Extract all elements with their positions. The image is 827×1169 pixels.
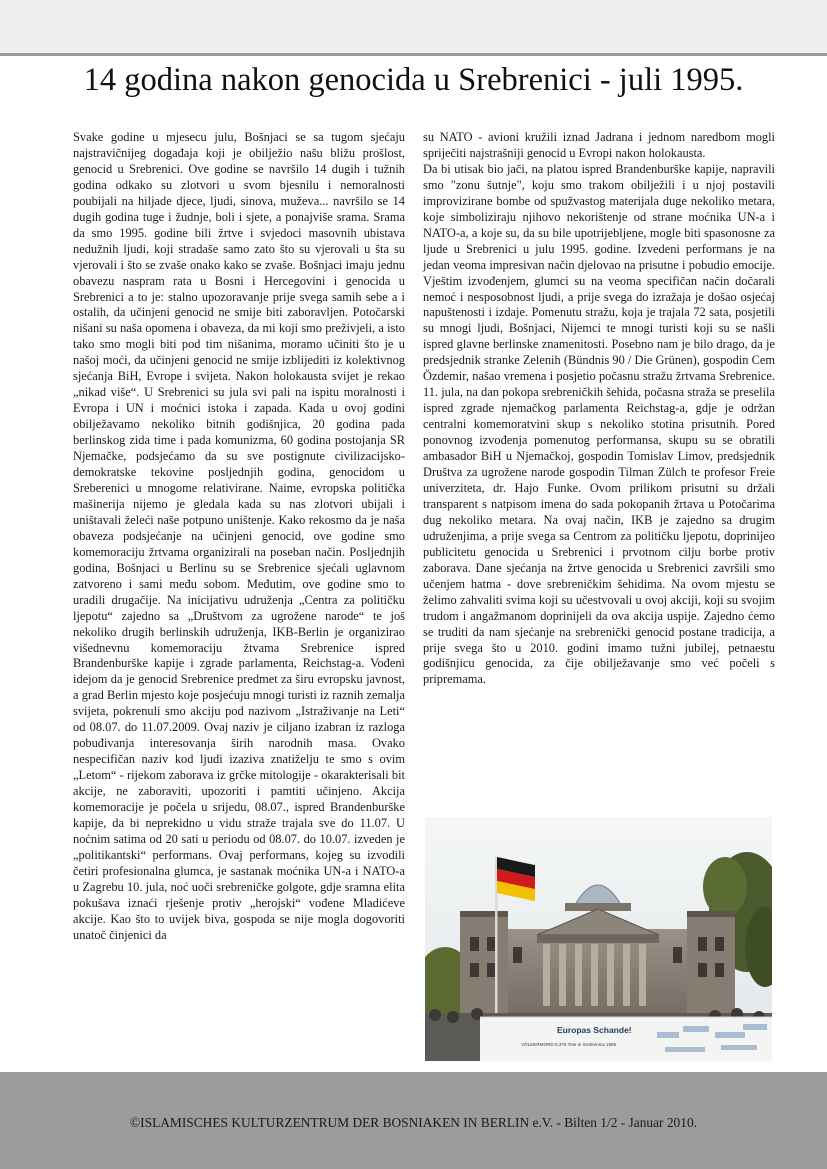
footer-copyright: ©ISLAMISCHES KULTURZENTRUM DER BOSNIAKEN IN BERLIN e.V. - Bilten 1/2 - Januar 2010. <box>130 1115 697 1130</box>
article-paragraph: Svake godine u mjesecu julu, Bošnjaci se sa tugom sjećaju najstravičnijeg događaja koji je obilježio našu bližu prošlost, genocid u Srebrenici. Ove godine se navršilo 14 dugih i tužnih godina odkako su zlotvori u svom bjesnilu i nemoralnosti poubijali na hiljade djece, ljudi, sinova, muževa... navršilo se 14 dugih godina tuge i žudnje, boli i sjete, a ponajviše srama. Srama da smo 1995. godine bili žrtve i svjedoci masovnih ubistava nedužnih ljudi, koji stradaše samo zato što su vjerovali u šta su vjerovali i što se zvaše onako kako se zvaše. Bošnjaci imaju jednu obavezu naspram rata u Bosni i Hercegovini i genocida u Srebrenici a to je: stalno upozoravanje prije svega samih sebe a i ostalih, da učinjeni genocid ne smije biti zaboravljen. Potočarski nišani su naša opomena i obaveza, da mi koji smo preživjeli, a isto tako smo mogli biti pod tim nišanima, moramo učiniti što je u našoj moći, da učinjeni genocid ne smije izblijediti iz kolektivnog sjećanja BiH, Evrope i svijeta. Nakon holokausta svijet je rekao „nikad više“. U Srebrenici su jula svi pali na ispitu moralnosti i Evropa i UN i moćnici istoka i zapada. Kada u ovoj godini obilježavamo nekoliko bitnih godišnjica, 20 godina pada berlinskog zida time i pada komunizma, 60 godina postojanja SR Njemačke, podsjećamo da su sve postignute civilizacijsko-demokratske tekovine posljednjih godina, genocidom u Sreberenici u mnogome relativirane. Naime, evropska politička mašinerija nijemo je gledala kada su nas zlotvori ubijali i uništavali želeći naše potpuno uništenje. Kako rekosmo da je naša obaveza podsjećanje na učinjeni genocid, ove godine smo komemoraciju žrtvama organizirali na poseban način. Posljednjih godina, Bošnjaci u Berlinu su se Srebrenice sjećali uglavnom zatvoreno i sami među sobom. Međutim, ove godine smo to uradili drugačije. Na inicijativu udruženja „Centra za političku ljepotu“ zajedno sa „Društvom za ugrožene narode“ te još nekoliko drugih berlinskih udruženja, IKB-Berlin je organizirao višednevnu komemoraciju žtvama Srebrenice ispred Brandenburške kapije i zgrade parlamenta, Reichstag-a. Vođeni idejom da je genocid Srebrenice predmet za širu evropsku javnost, a grad Berlin mjesto koje posjećuju mnogi turisti iz raznih zemalja svijeta, pokrenuli smo akciju pod nazivom „Istraživanje na Leti“ od 08.07. do 11.07.2009. Ovaj naziv je ciljano izabran iz razloga pobuđivanja interesovanja širih narodnih masa. Ovako nespecifičan naziv kod ljudi izaziva znatiželju te smo s ovim „Letom“ - rijekom zaborava iz grčke mitologije - okarakterisali bit akcije, ne zaboraviti, upozoriti i pamtiti učinjeno. Akcija komemoracije je počela u srijedu, 08.07., ispred Brandenburške kapije, da bi neprekidno u vidu straže trajala sve do 11.07. U noćnim satima od 20 sati u periodu od 08.07. do 10.07. izveden je „politikantski“ performans. Ovaj performans, kojeg su izvodili četiri profesionalna glumca, je sastanak moćnika UN-a i NATO-a u Zagrebu 10. jula, noć uoči srebreničke golgote, gdje sramna elita pokušava iznaći rješenje protiv „herojski“ vođene Mladićeve akcije. Kao što to uvijek biva, gospoda se nije mogla dogovoriti unatoč činjenici da <box>73 130 405 942</box>
article-column-right <box>423 130 775 688</box>
article-paragraph: su NATO - avioni kružili iznad Jadrana i jednom naredbom mogli spriječiti najstrašniji genocid u Evropi nakon holokausta. <box>423 130 775 160</box>
banner-headline: Europas Schande! <box>557 1025 632 1035</box>
article-paragraph: Da bi utisak bio jači, na platou ispred Brandenburške kapije, napravili smo "zonu šutnje", koju smo trakom obilježili i u njoj postavili improvizirane bombe od spužvastog materijala duge nekoliko metara, koje simboliziraju njihovo nekorištenje od strane moćnika UN-a i NATO-a, a koje su, da su bile upotrijebljene, mogle biti spasonosne za ljude u Srebrenici u julu 1995. godine. Izvedeni performans je na jedan veoma impresivan način djelovao na prisutne i pobudio emocije. Vještim izvođenjem, glumci su na veoma specifičan način dočarali nemoć i nesposobnost ljudi, a prije svega do izražaja je došao osjećaj napuštenosti i izdaje. Pomenutu stražu, koja je trajala 72 sata, posjetili su mnogi ljudi, Bošnjaci, Nijemci te mnogi turisti koji su se našli ispred glavne berlinske znamenitosti. Posebno nam je bilo drago, da je predsjednik stranke Zelenih (Bündnis 90 / Die Grünen), gospodin Cem Özdemir, našao vremena i posjetio počasnu stražu žrtvama Srebrenice. 11. jula, na dan pokopa srebreničkih šehida, počasna straža se preselila ispred zgrade njemačkog parlamenta Reichstag-a, gdje je održan centralni komemoratvini skup s nekoliko stotina prisutnih. Pored ponovnog izvođenja pomenutog performansa, skupu su se obratili ambasador BiH u Njemačkoj, gospodin Tomislav Limov, predsjednik Društva za ugrožene narode gospodin Tilman Zülch te profesor Freie univerziteta, dr. Hajo Funke. Ovom prilikom prisutni su držali transparent s natpisom imena do sada pokopanih žrtava u Potočarima dug nekoliko metara. Na ovaj način, IKB je zajedno sa drugim udruženjima, a prije svega sa Centrom za političku ljepotu, doprinijeo publicitetu genocida u Srebrenici i prvotnom cilju borbe protiv zaborava. Dane sjećanja na žrtve genocida u Srebrenici završili smo učenjem hatma - dove srebreničkim šehidima. Na ovom mjestu se želimo zahvaliti svima koji su učestvovali u ovoj akciji, koji su svojim trudom i angažmanom doprinijeli da ova akcija uspije. Zajedno ćemo se truditi da nam sjećanje na srebrenički genocid postane tradicija, a prije svega što u 2010. godini imamo tužni jubilej, petnaestu godišnjicu genocida, za čije obilježavanje smo već počeli s pripremama. <box>423 161 775 687</box>
banner-subtitle: VÖLKERMORD 8.376 Tote in Srebrenica 1995 <box>521 1042 617 1047</box>
article-column-left <box>73 130 405 944</box>
page-title: 14 godina nakon genocida u Srebrenici - juli 1995. <box>83 62 744 98</box>
reichstag-photo <box>425 817 772 1061</box>
header-band <box>0 0 827 56</box>
